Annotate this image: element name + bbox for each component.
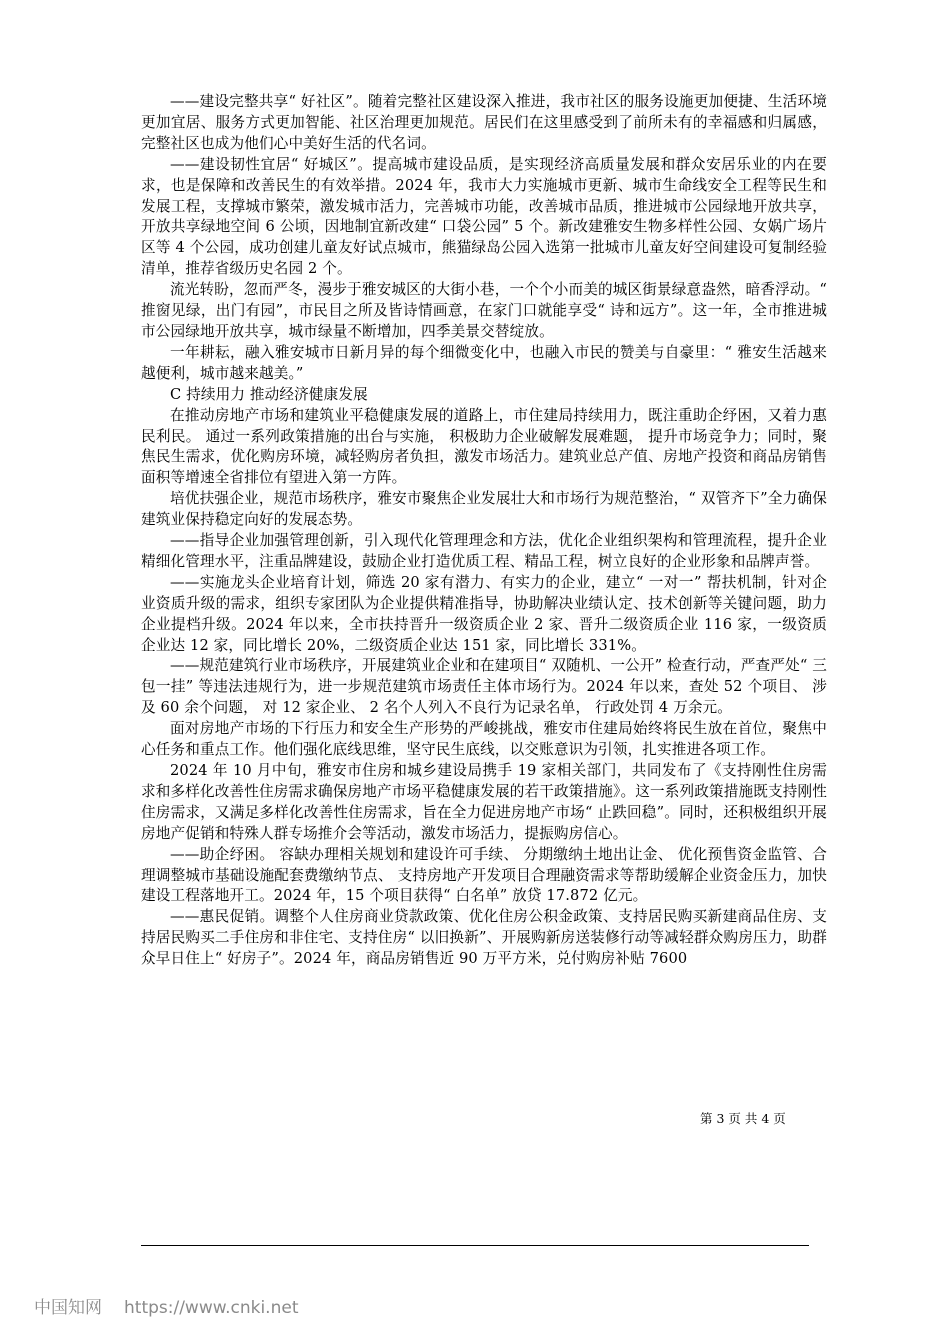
paragraph-9: ——实施龙头企业培育计划，筛选 20 家有潜力、有实力的企业，建立“ 一对一” 帮扶机制，针对企业资质升级的需求，组织专家团队为企业提供精准指导，协助解决业绩认定、技术创新等关键问题，助力企业提档升级。2024 年以来，全市扶持晋升一级资质企业 2 家、晋升二级资质企业 116 家，一级资质企业达 12 家，同比增长 20%，二级资质企业达 151 家，同比增长 331%。 bbox=[141, 573, 827, 654]
paragraph-12: 2024 年 10 月中旬，雅安市住房和城乡建设局携手 19 家相关部门，共同发布了《支持刚性住房需求和多样化改善性住房需求确保房地产市场平稳健康发展的若干政策措施》。这一系列政策措施既支持刚性住房需求，又满足多样化改善性住房需求，旨在全力促进房地产市场“ 止跌回稳”。同时，还积极组织开展房地产促销和特殊人群专场推介会等活动，激发市场活力，提振购房信心。 bbox=[141, 762, 827, 842]
paragraph-1: ——建设完整共享“ 好社区”。随着完整社区建设深入推进，我市社区的服务设施更加便捷、生活环境更加宜居、服务方式更加智能、社区治理更加规范。居民们在这里感受到了前所未有的幸福感和归属感，完整社区也成为他们心中美好生活的代名词。 bbox=[141, 93, 827, 152]
paragraph-7: 培优扶强企业，规范市场秩序，雅安市聚焦企业发展壮大和市场行为规范整治，“ 双管齐下”全力确保建筑业保持稳定向好的发展态势。 bbox=[141, 490, 827, 529]
paragraph-4: 一年耕耘，融入雅安城市日新月异的每个细微变化中，也融入市民的赞美与自豪里：“ 雅安生活越来越便利，城市越来越美。” bbox=[141, 343, 827, 382]
paragraph-14: ——惠民促销。调整个人住房商业贷款政策、优化住房公积金政策、支持居民购买新建商品住房、支持居民购买二手住房和非住宅、支持住房“ 以旧换新”、开展购新房送装修行动等减轻群众购房压力，助群众早日住上“ 好房子”。2024 年，商品房销售近 90 万平方米，兑付购房补贴 7600 bbox=[141, 908, 827, 968]
paragraph-8: ——指导企业加强管理创新，引入现代化管理理念和方法，优化企业组织架构和管理流程，提升企业精细化管理水平，注重品牌建设，鼓励企业打造优质工程、精品工程，树立良好的企业形象和品牌声誉。 bbox=[141, 532, 827, 570]
paragraph-13: ——助企纾困。 容缺办理相关规划和建设许可手续、 分期缴纳土地出让金、 优化预售资金监管、合理调整城市基础设施配套费缴纳节点、 支持房地产开发项目合理融资需求等帮助缓解企业资金压力，加快建设工程落地开工。2024 年，15 个项目获得“ 白名单” 放贷 17.872 亿元。 bbox=[141, 845, 827, 905]
paragraph-6: 在推动房地产市场和建筑业平稳健康发展的道路上，市住建局持续用力，既注重助企纾困，又着力惠民利民。 通过一系列政策措施的出台与实施， 积极助力企业破解发展难题， 提升市场竞争力；同时，聚焦民生需求，优化购房环境，减轻购房者负担，激发市场活力。建筑业总产值、房地产投资和商品房销售面积等增速全省排位有望进入第一方阵。 bbox=[141, 406, 827, 487]
cnki-watermark bbox=[34, 1293, 298, 1318]
watermark-url: https://www.cnki.net bbox=[124, 1298, 299, 1318]
watermark-brand: 中国知网 bbox=[34, 1298, 102, 1318]
section-heading: C 持续用力 推动经济健康发展 bbox=[170, 385, 368, 403]
page-number: 第 3 页 共 4 页 bbox=[700, 1111, 786, 1126]
paragraph-3: 流光转盼，忽而严冬，漫步于雅安城区的大街小巷，一个个小而美的城区街景绿意盎然，暗香浮动。“ 推窗见绿，出门有园”，市民目之所及皆诗情画意，在家门口就能享受“ 诗和远方”。这一年，全市推进城市公园绿地开放共享，城市绿量不断增加，四季美景交替绽放。 bbox=[141, 281, 827, 340]
article-body bbox=[141, 92, 827, 970]
paragraph-11: 面对房地产市场的下行压力和安全生产形势的严峻挑战，雅安市住建局始终将民生放在首位，聚焦中心任务和重点工作。他们强化底线思维，坚守民生底线，以交账意识为引领，扎实推进各项工作。 bbox=[141, 720, 827, 759]
paragraph-2: ——建设韧性宜居“ 好城区”。提高城市建设品质，是实现经济高质量发展和群众安居乐业的内在要求，也是保障和改善民生的有效举措。2024 年，我市大力实施城市更新、城市生命线安全工程等民生和发展工程，支撑城市繁荣，激发城市活力，完善城市功能，改善城市品质，推进城市公园绿地开放共享，开放共享绿地空间 6 公顷，因地制宜新改建“ 口袋公园” 5 个。新改建雅安生物多样性公园、女娲广场片区等 4 个公园，成功创建儿童友好试点城市，熊猫绿岛公园入选第一批城市儿童友好空间建设可复制经验清单，推荐省级历史名园 2 个。 bbox=[141, 155, 827, 278]
paragraph-10: ——规范建筑行业市场秩序，开展建筑业企业和在建项目“ 双随机、一公开” 检查行动，严查严处“ 三包一挂” 等违法违规行为，进一步规范建筑市场责任主体市场行为。2024 年以来，查处 52 个项目、 涉及 60 余个问题， 对 12 家企业、 2 名个人列入不良行为记录名单， 行政处罚 4 万余元。 bbox=[141, 657, 827, 717]
footer-divider bbox=[141, 1245, 809, 1246]
